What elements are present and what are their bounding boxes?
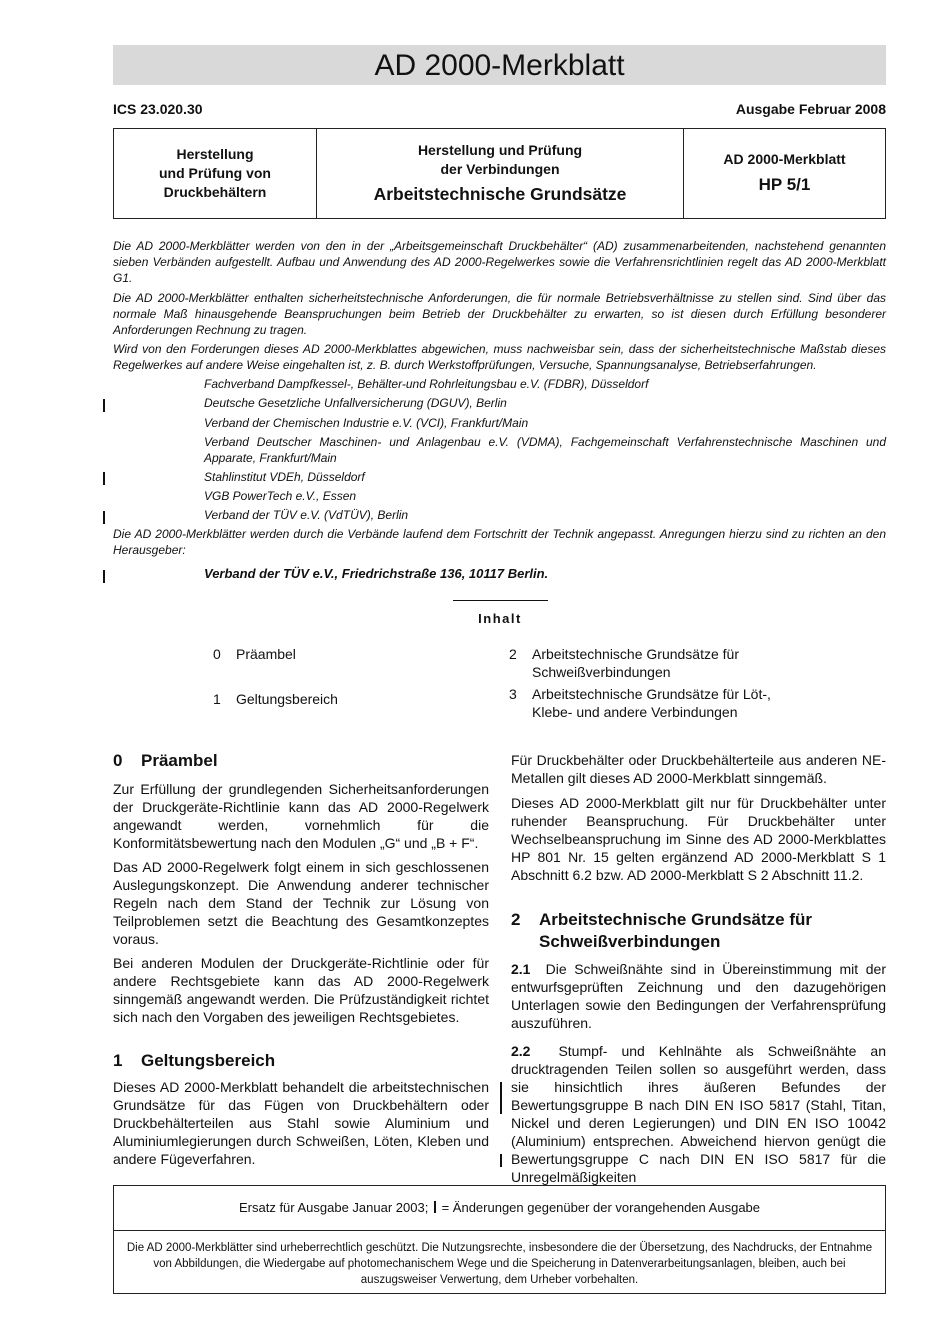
intro-paragraph: Die AD 2000-Merkblätter werden durch die Verbände laufend dem Fortschritt der Technik angepasst. Anregungen hierzu sind zu richten an den Herausgeber: (113, 527, 886, 557)
toc-item (213, 645, 493, 665)
body-paragraph: Dieses AD 2000-Merkblatt behandelt die arbeitstechnischen Grundsätze für das Fügen von Druckbehältern oder Druckbehälterteilen aus Stahl sowie Aluminium und Aluminiumlegierungen durch Schweißen, Löten, Kleben und andere Fügeverfahren. (113, 1079, 489, 1167)
change-marker (500, 1154, 502, 1167)
section-number: 0 (113, 751, 123, 770)
header-category-line: Druckbehältern (163, 184, 267, 200)
section-title: Arbeitstechnische Grundsätze für Schweißverbindungen (539, 910, 813, 951)
section-number: 2 (511, 910, 521, 929)
section-heading (113, 750, 489, 772)
association-item: Deutsche Gesetzliche Unfallversicherung (DGUV), Berlin (204, 396, 507, 410)
header-topic (317, 129, 684, 218)
header-code (684, 129, 885, 218)
header-table (113, 128, 886, 219)
replacement-text: Ersatz für Ausgabe Januar 2003; (238, 1200, 429, 1215)
association-item: Verband der TÜV e.V. (VdTÜV), Berlin (204, 508, 409, 522)
header-category-line: Herstellung (176, 146, 254, 162)
change-marker (103, 399, 105, 412)
clause-text: Stumpf- und Kehlnähte als Schweißnähte an drucktragenden Teilen sollen so ausgeführt werden, dass sie hinsichtlich ihres äußeren Befundes der Bewertungsgruppe B nach DIN EN ISO 5817 (Stahl, Titan, Nickel und deren Legierungen) und DIN EN ISO 10042 (Aluminium) entsprechen. Abweichend hiervon genügt die Bewertungsgruppe C nach DIN EN ISO 5817 für die Unregelmäßigkeiten (511, 1043, 887, 1185)
intro-paragraph: Die AD 2000-Merkblätter werden von den in der „Arbeitsgemeinschaft Druckbehälter“ (AD) zusammenarbeitenden, nachstehend genannten sieben Verbänden aufgestellt. Aufbau und Anwendung des AD 2000-Regelwerkes sowie die Verfahrensrichtlinien regelt das AD 2000-Merkblatt G1. (113, 239, 886, 285)
header-code-label: AD 2000-Merkblatt (723, 150, 846, 167)
body-paragraph: Bei anderen Modulen der Druckgeräte-Richtlinie oder für andere Rechtsgebiete kann das AD 2000-Regelwerk sinngemäß angewandt werden. Die Prüfzuständigkeit richtet sich nach den Vorgaben des jeweiligen Rechtsgebietes. (113, 955, 489, 1025)
header-code-number: HP 5/1 (758, 174, 811, 194)
association-item: VGB PowerTech e.V., Essen (204, 489, 357, 503)
replacement-note (114, 1186, 885, 1231)
toc-item-number: 0 (213, 646, 221, 662)
copyright-notice: Die AD 2000-Merkblätter sind urheberrechtlich geschützt. Die Nutzungsrechte, insbesondere die der Übersetzung, des Nachdrucks, der Entnahme von Abbildungen, die Wiedergabe auf photomechanischem Wege und die Speicherung in Datenverarbeitungsanlagen, bleiben, auch bei auszugsweiser Verwertung, dem Urheber vorbehalten. (126, 1242, 873, 1286)
body-paragraph: Das AD 2000-Regelwerk folgt einem in sich geschlossenen Auslegungskonzept. Die Anwendung anderer technischer Regeln nach dem Stand der Technik zur Lösung von Teilproblemen setzt die Beachtung des Gesamtkonzeptes voraus. (113, 859, 489, 947)
header-topic-title: Arbeitstechnische Grundsätze (373, 183, 627, 204)
header-topic-line: der Verbindungen (440, 160, 560, 177)
toc-item-number: 1 (213, 691, 221, 707)
clause-2-1 (511, 960, 886, 1032)
edition-date: Ausgabe Februar 2008 (735, 101, 886, 117)
intro-paragraph: Wird von den Forderungen dieses AD 2000-Merkblattes abgewichen, muss nachweisbar sein, dass der sicherheitstechnische Maßstab dieses Regelwerkes auf andere Weise eingehalten ist, z. B. durch Werkstoffprüfungen, Versuche, Spannungsanalyse, Betriebserfahrungen. (113, 342, 886, 372)
change-marker (500, 1082, 502, 1114)
header-category-line: und Prüfung von (159, 165, 271, 181)
footer-box (113, 1185, 886, 1294)
toc-item (509, 645, 789, 685)
header-topic-line: Herstellung und Prüfung (417, 141, 583, 158)
change-marker (103, 511, 105, 524)
association-item: Fachverband Dampfkessel-, Behälter-und Rohrleitungsbau e.V. (FDBR), Düsseldorf (204, 377, 649, 391)
change-legend-text: = Änderungen gegenüber der vorangehenden Ausgabe (441, 1200, 761, 1215)
intro-paragraph: Die AD 2000-Merkblätter enthalten sicherheitstechnische Anforderungen, die für normale Betriebsverhältnisse zu stellen sind. Sind über das normale Maß hinausgehende Beanspruchungen beim Betrieb der Druckbehälter zu erwarten, so ist diesen durch Erfüllung besonderer Anforderungen Rechnung zu tragen. (113, 291, 886, 337)
section-number: 1 (113, 1051, 123, 1070)
toc-item-text: Arbeitstechnische Grundsätze für Schweißverbindungen (532, 646, 739, 680)
toc-item-text: Präambel (236, 646, 296, 662)
body-paragraph: Für Druckbehälter oder Druckbehälterteile aus anderen NE-Metallen gilt dieses AD 2000-Merkblatt sinngemäß. (511, 752, 886, 786)
change-marker (103, 472, 105, 485)
ics-code: ICS 23.020.30 (113, 101, 203, 117)
section-heading (113, 1050, 489, 1072)
change-marker (103, 570, 105, 583)
clause-2-2 (511, 1042, 886, 1186)
section-heading (511, 909, 886, 953)
document-title: AD 2000-Merkblatt (113, 45, 886, 85)
toc-item-number: 3 (509, 686, 517, 702)
toc-item-text: Arbeitstechnische Grundsätze für Löt-, Klebe- und andere Verbindungen (532, 686, 771, 720)
association-item: Verband Deutscher Maschinen- und Anlagenbau e.V. (VDMA), Fachgemeinschaft Verfahrenstechnische Maschinen und Apparate, Frankfurt/Main (204, 435, 886, 465)
toc-item (213, 690, 493, 710)
body-paragraph: Zur Erfüllung der grundlegenden Sicherheitsanforderungen der Druckgeräte-Richtlinie kann das AD 2000-Regelwerk angewandt werden, vornehmlich für die Konformitätsbewertung nach den Modulen „G“ und „B + F“. (113, 781, 489, 851)
association-item: Stahlinstitut VDEh, Düsseldorf (204, 470, 365, 484)
toc-item (509, 685, 789, 725)
divider (453, 600, 548, 601)
association-item: Verband der Chemischen Industrie e.V. (VCI), Frankfurt/Main (204, 416, 529, 430)
clause-text: Die Schweißnähte sind in Übereinstimmung mit der entwurfsgeprüften Zeichnung und den dazugehörigen Unterlagen sowie den Bedingungen der Verfahrensprüfung auszuführen. (511, 961, 886, 1031)
toc-item-number: 2 (509, 646, 517, 662)
clause-number: 2.2 (511, 1043, 531, 1059)
section-title: Geltungsbereich (141, 1051, 276, 1070)
section-title: Präambel (141, 751, 218, 770)
body-paragraph: Dieses AD 2000-Merkblatt gilt nur für Druckbehälter unter ruhender Beanspruchung. Für Druckbehälter unter Wechselbeanspruchung im Sinne des AD 2000-Merkblattes HP 801 Nr. 15 gelten ergänzend AD 2000-Merkblatt S 1 Abschnitt 6.2 bzw. AD 2000-Merkblatt S 2 Abschnitt 11.2. (511, 795, 886, 883)
publisher-address: Verband der TÜV e.V., Friedrichstraße 136, 10117 Berlin. (204, 566, 549, 581)
toc-heading: Inhalt (478, 611, 522, 626)
header-category (114, 129, 317, 218)
change-marker-legend (434, 1201, 436, 1213)
toc-item-text: Geltungsbereich (236, 691, 338, 707)
clause-number: 2.1 (511, 961, 531, 977)
